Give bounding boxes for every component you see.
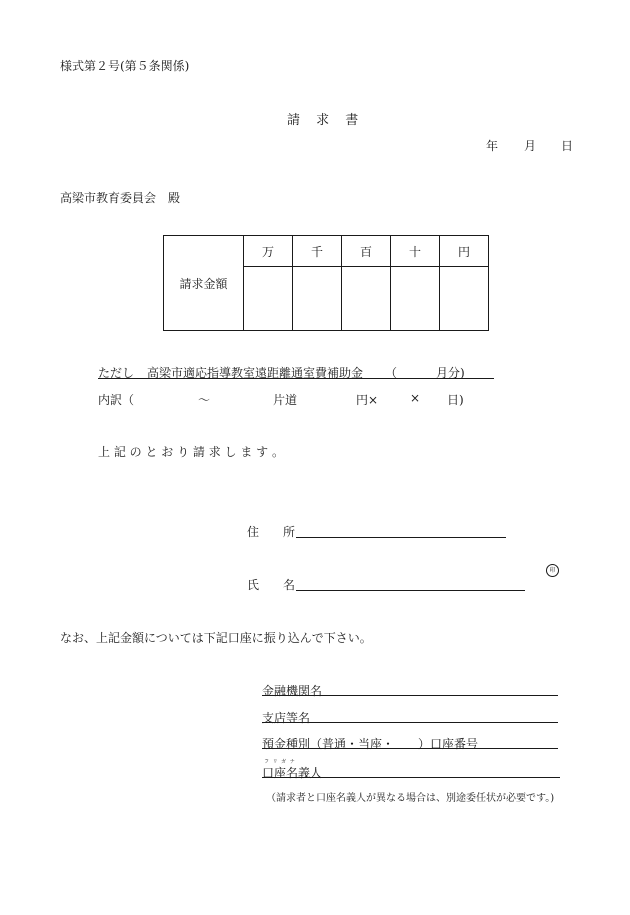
unit-label: 円 bbox=[457, 244, 470, 259]
proviso-prefix: ただし bbox=[98, 366, 135, 380]
breakdown-oneway: 片道 bbox=[273, 393, 298, 407]
amount-table bbox=[163, 235, 489, 331]
unit-hyaku bbox=[342, 236, 391, 267]
request-statement: 上 記 の と お り 請 求 し ま す 。 bbox=[98, 445, 284, 459]
date-month: 月 bbox=[524, 139, 537, 153]
unit-label: 百 bbox=[359, 244, 372, 259]
unit-label: 万 bbox=[261, 244, 274, 259]
form-reference: 様式第２号(第５条関係) bbox=[60, 59, 190, 73]
name-label: 氏 名 bbox=[247, 578, 296, 592]
amount-input-sen[interactable] bbox=[293, 267, 342, 331]
address-label: 住 所 bbox=[247, 525, 296, 539]
unit-label: 千 bbox=[310, 244, 323, 259]
holder-label: 口座名義人 bbox=[262, 766, 323, 780]
amount-input-man[interactable] bbox=[244, 267, 293, 331]
transfer-note: なお、上記金額については下記口座に振り込んで下さい。 bbox=[60, 631, 372, 645]
breakdown-day-close: 日) bbox=[447, 393, 464, 407]
holder-note: （請求者と口座名義人が異なる場合は、別途委任状が必要です。) bbox=[266, 793, 555, 804]
seal-text: 印 bbox=[549, 567, 556, 574]
proviso-subject: 高梁市適応指導教室遠距離通室費補助金 bbox=[147, 366, 364, 380]
account-number-field[interactable] bbox=[262, 748, 558, 749]
branch-label: 支店等名 bbox=[262, 711, 311, 725]
breakdown-times: × bbox=[410, 391, 421, 405]
account-type-label: 預金種別（普通・当座・ ）口座番号 bbox=[262, 737, 479, 751]
branch-field[interactable] bbox=[262, 722, 558, 723]
unit-en bbox=[440, 236, 489, 267]
document-title: 請 求 書 bbox=[287, 113, 365, 128]
proviso-open-paren: （ bbox=[385, 366, 398, 380]
date-year: 年 bbox=[486, 139, 499, 153]
amount-label: 請求金額 bbox=[179, 276, 228, 291]
unit-man bbox=[244, 236, 293, 267]
proviso-underline bbox=[98, 378, 494, 379]
amount-label-cell bbox=[164, 236, 244, 331]
holder-field[interactable] bbox=[262, 777, 560, 778]
breakdown-tilde: ～ bbox=[198, 393, 211, 407]
breakdown-yen-times: 円× bbox=[356, 393, 379, 407]
seal-mark bbox=[546, 564, 559, 577]
proviso-month-suffix: 月分) bbox=[436, 366, 465, 380]
unit-label: 十 bbox=[408, 244, 421, 259]
name-field[interactable] bbox=[296, 590, 525, 591]
unit-juu bbox=[391, 236, 440, 267]
addressee: 高梁市教育委員会 殿 bbox=[60, 191, 181, 205]
amount-input-en[interactable] bbox=[440, 267, 489, 331]
date-day: 日 bbox=[561, 139, 574, 153]
unit-sen bbox=[293, 236, 342, 267]
amount-input-hyaku[interactable] bbox=[342, 267, 391, 331]
address-field[interactable] bbox=[296, 537, 506, 538]
holder-furigana: フ リ ガ ナ bbox=[264, 759, 296, 765]
breakdown-label: 内訳（ bbox=[98, 393, 135, 407]
amount-input-juu[interactable] bbox=[391, 267, 440, 331]
institution-label: 金融機関名 bbox=[262, 684, 323, 698]
institution-field[interactable] bbox=[262, 695, 558, 696]
